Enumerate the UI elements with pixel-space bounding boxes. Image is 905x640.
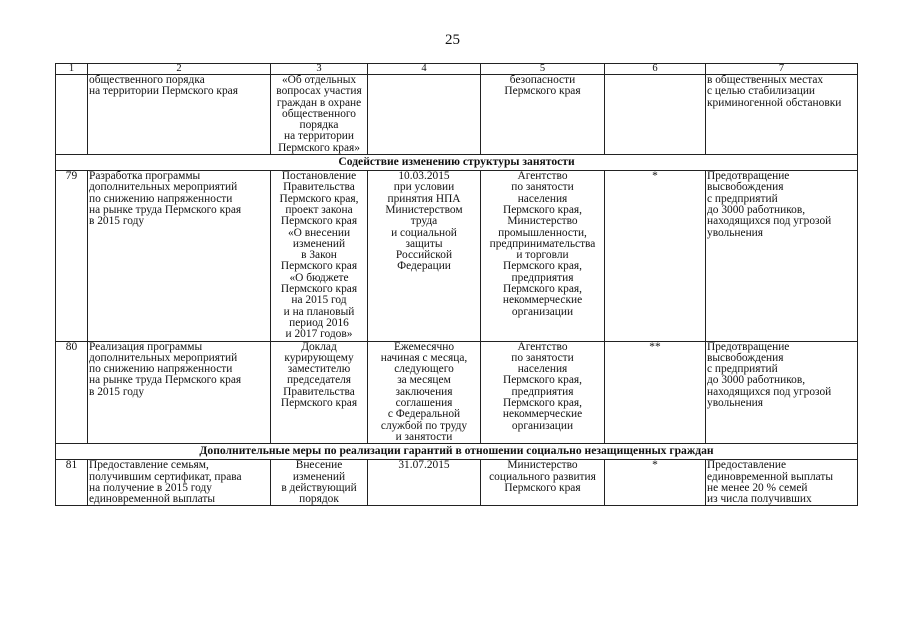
section-title: Дополнительные меры по реализации гарантий в отношении социально незащищенных граждан (56, 444, 858, 460)
measure-name: Разработка программы дополнительных мероприятий по снижению напряженности на рынке труда Пермского края в 2015 году (88, 171, 271, 341)
section-header-row (56, 155, 858, 171)
measures-table (55, 63, 858, 506)
financing-mark (605, 75, 706, 155)
deadline: 31.07.2015 (368, 460, 481, 506)
page-number: 25 (445, 32, 460, 48)
financing-mark: * (605, 460, 706, 506)
measure-name: общественного порядка на территории Пермского края (88, 75, 271, 155)
column-number: 4 (368, 64, 481, 75)
financing-mark: * (605, 171, 706, 341)
executors: Министерство социального развития Пермского края (481, 460, 605, 506)
row-number (56, 75, 88, 155)
deadline: 10.03.2015 при условии принятия НПА Министерством труда и социальной защиты Российской Федерации (368, 171, 481, 341)
measure-name: Предоставление семьям, получившим сертификат, права на получение в 2015 году единовременной выплаты (88, 460, 271, 506)
deadline (368, 75, 481, 155)
document-form: Постановление Правительства Пермского края, проект закона Пермского края «О внесении изменений в Закон Пермского края «О бюджете Пермского края на 2015 год и на плановый период 2016 и 2017 годов» (271, 171, 368, 341)
row-number: 80 (56, 341, 88, 444)
table-row (56, 75, 858, 155)
column-number-row (56, 64, 858, 75)
row-number: 81 (56, 460, 88, 506)
row-number: 79 (56, 171, 88, 341)
table-row (56, 460, 858, 506)
executors: Агентство по занятости населения Пермского края, предприятия Пермского края, некоммерческие организации (481, 341, 605, 444)
column-number: 5 (481, 64, 605, 75)
column-number: 7 (706, 64, 858, 75)
expected-result: Предотвращение высвобождения с предприятий до 3000 работников, находящихся под угрозой увольнения (706, 341, 858, 444)
expected-result: Предотвращение высвобождения с предприятий до 3000 работников, находящихся под угрозой увольнения (706, 171, 858, 341)
column-number: 3 (271, 64, 368, 75)
table-row (56, 171, 858, 341)
document-form: Доклад курирующему заместителю председателя Правительства Пермского края (271, 341, 368, 444)
column-number: 2 (88, 64, 271, 75)
executors: Агентство по занятости населения Пермского края, Министерство промышленности, предпринимательства и торговли Пермского края, предприятия Пермского края, некоммерческие организации (481, 171, 605, 341)
section-title: Содействие изменению структуры занятости (56, 155, 858, 171)
table-row (56, 341, 858, 444)
measure-name: Реализация программы дополнительных мероприятий по снижению напряженности на рынке труда Пермского края в 2015 году (88, 341, 271, 444)
document-form: Внесение изменений в действующий порядок (271, 460, 368, 506)
document-form: «Об отдельных вопросах участия граждан в охране общественного порядка на территории Пермского края» (271, 75, 368, 155)
expected-result: Предоставление единовременной выплаты не менее 20 % семей из числа получивших (706, 460, 858, 506)
financing-mark: ** (605, 341, 706, 444)
deadline: Ежемесячно начиная с месяца, следующего за месяцем заключения соглашения с Федеральной службой по труду и занятости (368, 341, 481, 444)
executors: безопасности Пермского края (481, 75, 605, 155)
section-header-row (56, 444, 858, 460)
column-number: 6 (605, 64, 706, 75)
column-number: 1 (56, 64, 88, 75)
expected-result: в общественных местах с целью стабилизации криминогенной обстановки (706, 75, 858, 155)
